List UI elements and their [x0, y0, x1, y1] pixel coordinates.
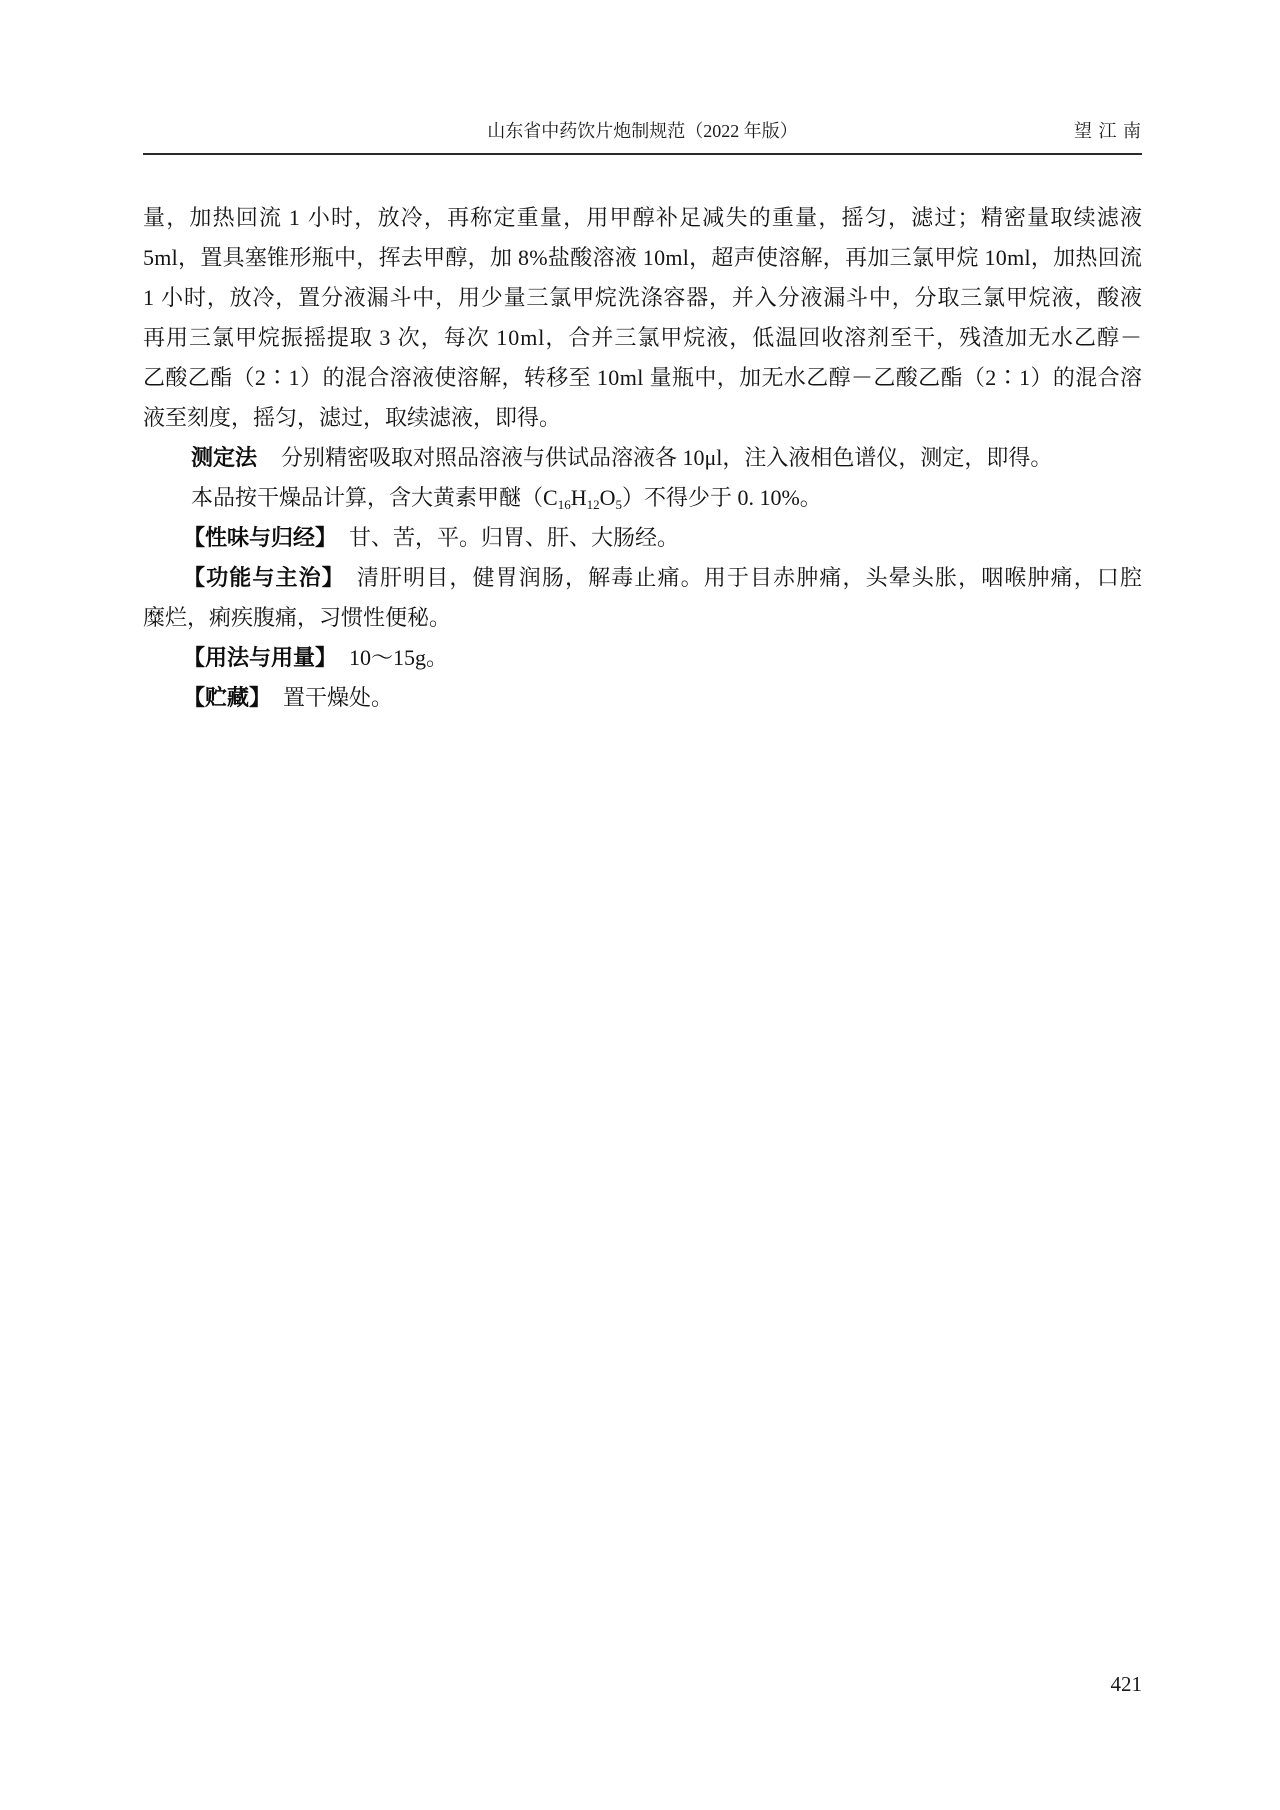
section-text: 10～15g。	[349, 645, 449, 670]
section-function-indication-continued	[143, 598, 1142, 638]
preparation-line	[143, 198, 1142, 238]
section-property-meridian	[143, 518, 1142, 558]
content-limit	[143, 478, 1142, 518]
assay-method-label: 测定法	[191, 446, 258, 471]
running-header	[143, 119, 1142, 143]
page-number: 421	[1110, 1672, 1142, 1696]
formula-subscript: 5	[615, 497, 622, 512]
content-limit-text: 本品按干燥品计算，含大黄素甲醚（	[191, 485, 544, 510]
entry-name: 望 江 南	[1074, 121, 1142, 141]
formula-element: H	[570, 485, 587, 510]
preparation-line-text: 量，加热回流 1 小时，放冷，再称定重量，用甲醇补足减失的重量，摇匀，滤过；精密量取续滤液	[143, 205, 1144, 230]
content-limit-text: ）不得少于 0. 10%。	[621, 485, 822, 510]
section-label: 【功能与主治】	[183, 566, 345, 591]
preparation-line-text: 5ml，置具塞锥形瓶中，挥去甲醇，加 8%盐酸溶液 10ml，超声使溶解，再加三氯甲烷 10ml，加热回流	[143, 245, 1143, 270]
assay-method	[143, 438, 1142, 478]
section-function-indication	[143, 558, 1142, 598]
book-title: 山东省中药饮片炮制规范（2022 年版）	[487, 121, 798, 141]
preparation-line-text: 再用三氯甲烷振摇提取 3 次，每次 10ml，合并三氯甲烷液，低温回收溶剂至干，残渣加无水乙醇－	[143, 325, 1143, 350]
section-label: 【用法与用量】	[183, 646, 338, 671]
preparation-line-text: 液至刻度，摇匀，滤过，取续滤液，即得。	[143, 405, 562, 430]
section-text: 甘、苦，平。归胃、肝、大肠经。	[349, 525, 680, 550]
formula-element: C	[543, 485, 558, 510]
formula-subscript: 16	[557, 497, 571, 512]
preparation-line	[143, 238, 1142, 278]
preparation-line	[143, 358, 1142, 398]
section-text: 清肝明目，健胃润肠，解毒止痛。用于目赤肿痛，头晕头胀，咽喉肿痛，口腔	[356, 565, 1144, 590]
formula-subscript: 12	[586, 497, 600, 512]
section-label: 【贮藏】	[183, 686, 272, 711]
section-text: 置干燥处。	[283, 685, 394, 710]
preparation-line-text: 1 小时，放冷，置分液漏斗中，用少量三氯甲烷洗涤容器，并入分液漏斗中，分取三氯甲烷液，酸液	[143, 285, 1143, 310]
section-storage	[143, 678, 1142, 718]
section-text: 糜烂，痢疾腹痛，习惯性便秘。	[143, 605, 452, 630]
preparation-line-text: 乙酸乙酯（2∶1）的混合溶液使溶解，转移至 10ml 量瓶中，加无水乙醇－乙酸乙酯（2∶1）的混合溶	[143, 365, 1143, 390]
preparation-line	[143, 318, 1142, 358]
formula-element: O	[599, 485, 616, 510]
header-rule	[143, 153, 1142, 155]
preparation-line	[143, 398, 1142, 438]
section-label: 【性味与归经】	[183, 526, 338, 551]
body-text	[143, 198, 1142, 718]
section-usage-dosage	[143, 638, 1142, 678]
preparation-line	[143, 278, 1142, 318]
assay-method-text: 分别精密吸取对照品溶液与供试品溶液各 10μl，注入液相色谱仪，测定，即得。	[281, 445, 1053, 470]
